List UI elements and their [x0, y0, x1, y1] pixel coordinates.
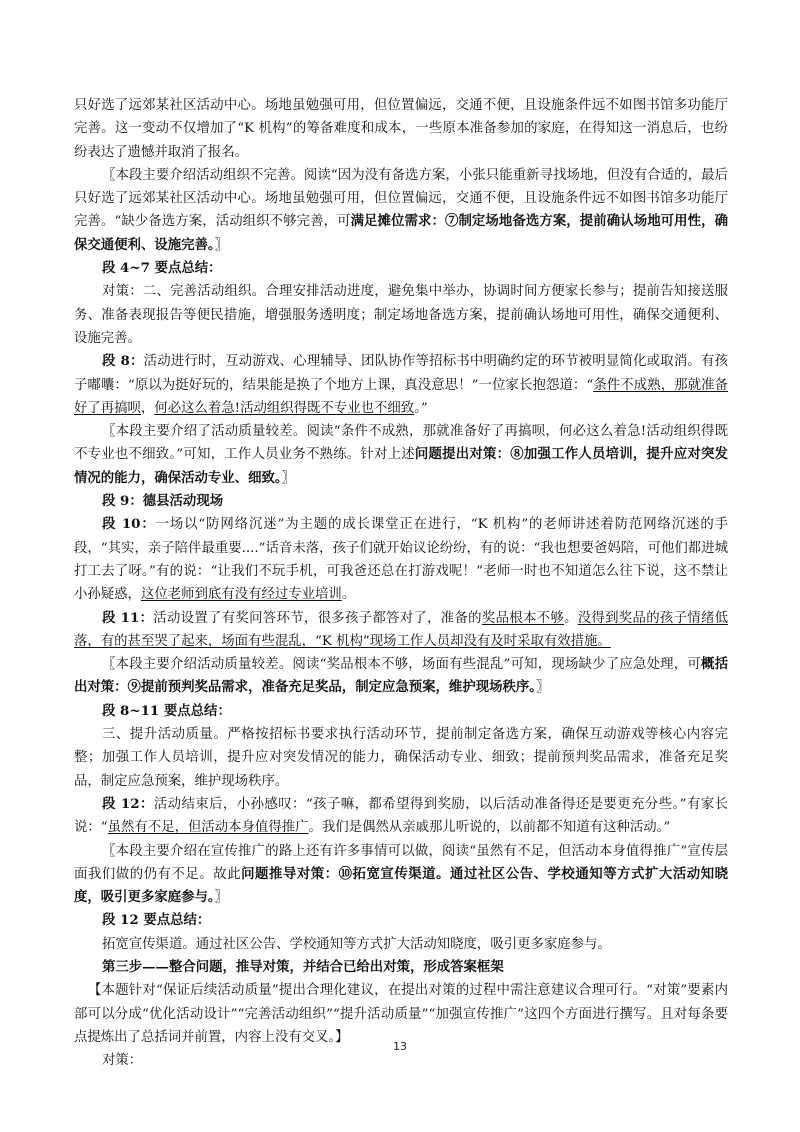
- paragraph: [74, 164, 728, 257]
- paragraph: [74, 700, 728, 723]
- page-number: 13: [393, 1040, 407, 1053]
- bold-text: 段 12 要点总结：: [102, 912, 211, 929]
- text-run: 〖本段主要介绍了活动质量较差。阅读“条件不成熟，那就准备好了再搞呗，何必这么着急!活动组织得既不专业也不细致。”可知，工作人员业务不熟练。针对上述: [74, 424, 728, 463]
- paragraph: [74, 513, 728, 606]
- text-run: ，: [140, 400, 155, 416]
- text-run: 〗: [214, 237, 228, 253]
- paragraph: [74, 257, 728, 280]
- underlined-text: 奖品根本不够: [481, 610, 565, 626]
- bold-text: 问题推导对策：⑩拓宽宣传渠道。通过社区公告、学校通知等方式扩大活动知晓度，吸引更多家庭参与。: [74, 865, 729, 906]
- text-run: 。: [564, 610, 578, 626]
- paragraph: [74, 909, 728, 932]
- document-body: [74, 94, 728, 1072]
- underlined-text: 这位老师到底有没有经过专业培训: [140, 587, 342, 603]
- text-run: 〗: [535, 680, 550, 696]
- paragraph: [74, 933, 728, 956]
- text-run: 〖本段主要介绍活动组织不完善。阅读“因为没有备选方案，小张只能重新寻找场地，但没有合适的，最后只好选了远郊某社区活动中心。场地虽勉强可用，但位置偏远，交通不便，且设施条件远不如图书馆多功能厅完善。“缺少备选方案，活动组织不够完善，可: [74, 167, 728, 230]
- text-run: 。我们是偶然从亲戚那儿听说的，以前都不知道有这种活动。”: [308, 820, 671, 836]
- text-run: 〖本段主要介绍活动质量较差。阅读“奖品根本不够，场面有些混乱”可知，现场缺少了应急处理，可: [102, 657, 701, 673]
- text-run: 对策：二、完善活动组织。合理安排活动进度，避免集中举办，协调时间方便家长参与；提前告知接送服务、准备表现报告等便民措施，增强服务透明度；制定场地备选方案，提前确认场地可用性，确保交通便利、设施完善。: [74, 284, 728, 346]
- underlined-text: 虽然有不足，但活动本身值得推广: [107, 820, 309, 836]
- paragraph: [74, 490, 728, 513]
- paragraph: [74, 420, 728, 490]
- text-run: 三、提升活动质量。严格按招标书要求执行活动环节，提前制定备选方案，确保互动游戏等核心内容完整；加强工作人员培训，提升应对突发情况的能力，确保活动专业、细致；提前预判奖品需求，准备充足奖品，制定应急预案，维护现场秩序。: [74, 727, 728, 789]
- bold-text: 第三步——整合问题，推导对策，并结合已给出对策，形成答案框架: [102, 958, 504, 975]
- paragraph: [74, 979, 728, 1049]
- paragraph: [74, 653, 728, 700]
- bold-text: 段 9：德县活动现场: [102, 493, 224, 510]
- text-run: 一场以“防网络沉迷”为主题的成长课堂正在进行，“K 机构”的老师讲述着防范网络沉迷的手段，“其实，亲子陪伴最重要....”话音未落，孩子们就开始议论纷纷，有的说：“我也想要爸妈陪，可他们都进城打工去了呀。”有的说：“让我们不玩手机，可我爸还总在打游戏呢！”老师一时也不知道怎么往下说，这不禁让小孙疑惑，: [74, 517, 729, 603]
- paragraph: [74, 280, 728, 350]
- paragraph: [74, 723, 728, 793]
- text-run: 〗: [281, 470, 295, 486]
- bold-text: 出对策：⑨提前预判奖品需求，准备充足奖品，制定应急预案，维护现场秩序。: [74, 679, 536, 696]
- text-run: 〖本段主要介绍在宣传推广的路上还有许多事情可以做，阅读“虽然有不足，但活动本身值得推广”宣传层面我们做的仍有不足。故此: [74, 843, 728, 882]
- paragraph: [74, 840, 728, 910]
- text-run: 活动设置了有奖问答环节，很多孩子都答对了，准备的: [153, 610, 482, 626]
- bold-text: 满足摊位需求: [350, 213, 432, 230]
- underlined-text: 条件不成熟，那就准备好了再搞呗: [74, 377, 728, 416]
- paragraph: [74, 956, 728, 979]
- bold-text: 段 8~11 要点总结：: [102, 702, 231, 719]
- bold-text: 概括: [701, 656, 728, 673]
- text-run: 拓宽宣传渠道。通过社区公告、学校通知等方式扩大活动知晓度，吸引更多家庭参与。: [102, 936, 611, 952]
- paragraph: [74, 94, 728, 164]
- text-run: 。”: [414, 400, 428, 416]
- text-run: 活动进行时，互动游戏、心理辅导、团队协作等招标书中明确约定的环节被明显简化或取消。有孩子嘟囔：“原以为挺好玩的，结果能是换了个地方上课，真没意思！”一位家长抱怨道：“: [74, 354, 729, 393]
- bold-text: 段 10：: [102, 516, 156, 533]
- bold-text: 段 4~7 要点总结：: [102, 260, 222, 277]
- bold-text: 段 8：: [102, 353, 144, 370]
- paragraph: [74, 350, 728, 420]
- bold-text: 段 12：: [102, 795, 154, 812]
- text-run: 【本题针对“保证后续活动质量”提出合理化建议，在提出对策的过程中需注意建议合理可行。“对策”要素内部可以分成“优化活动设计”“完善活动组织”“提升活动质量”“加强宣传推广”这四个方面进行撰写。且对每条要点提炼出了总括词并前置，内容上没有交叉。】: [74, 983, 728, 1045]
- paragraph: [74, 793, 728, 840]
- underlined-text: 何必这么着急!活动组织得既不专业也不细致: [154, 400, 415, 416]
- bold-text: 段 11：: [102, 609, 154, 626]
- text-run: 对策：: [102, 1053, 143, 1069]
- text-run: 〗: [214, 890, 228, 906]
- text-run: 。: [341, 587, 356, 603]
- bold-text: 问题提出对策：⑧加强工作人员培训，提升应对突发情况的能力，确保活动专业、细致。: [74, 446, 728, 486]
- text-run: 活动结束后，小孙感叹：“孩子嘛，都希望得到奖励，以后活动准备得还是要更充分些。”有家长说：“: [74, 796, 728, 836]
- underlined-text: 没得到奖品的孩子情绪低落，有的甚至哭了起来，场面有些混乱，“K 机构”现场工作人员却没有及时采取有效措施。: [74, 610, 729, 649]
- paragraph: [74, 607, 728, 654]
- bold-text: ：⑦制定场地备选方案，提前确认场地可用性，确保交通便利、设施完善。: [74, 213, 728, 253]
- text-run: 只好选了远郊某社区活动中心。场地虽勉强可用，但位置偏远，交通不便，且设施条件远不如图书馆多功能厅完善。这一变动不仅增加了“K 机构”的筹备难度和成本，一些原本准备参加的家庭，在得知这一消息后，也纷纷表达了遗憾并取消了报名。: [74, 98, 728, 160]
